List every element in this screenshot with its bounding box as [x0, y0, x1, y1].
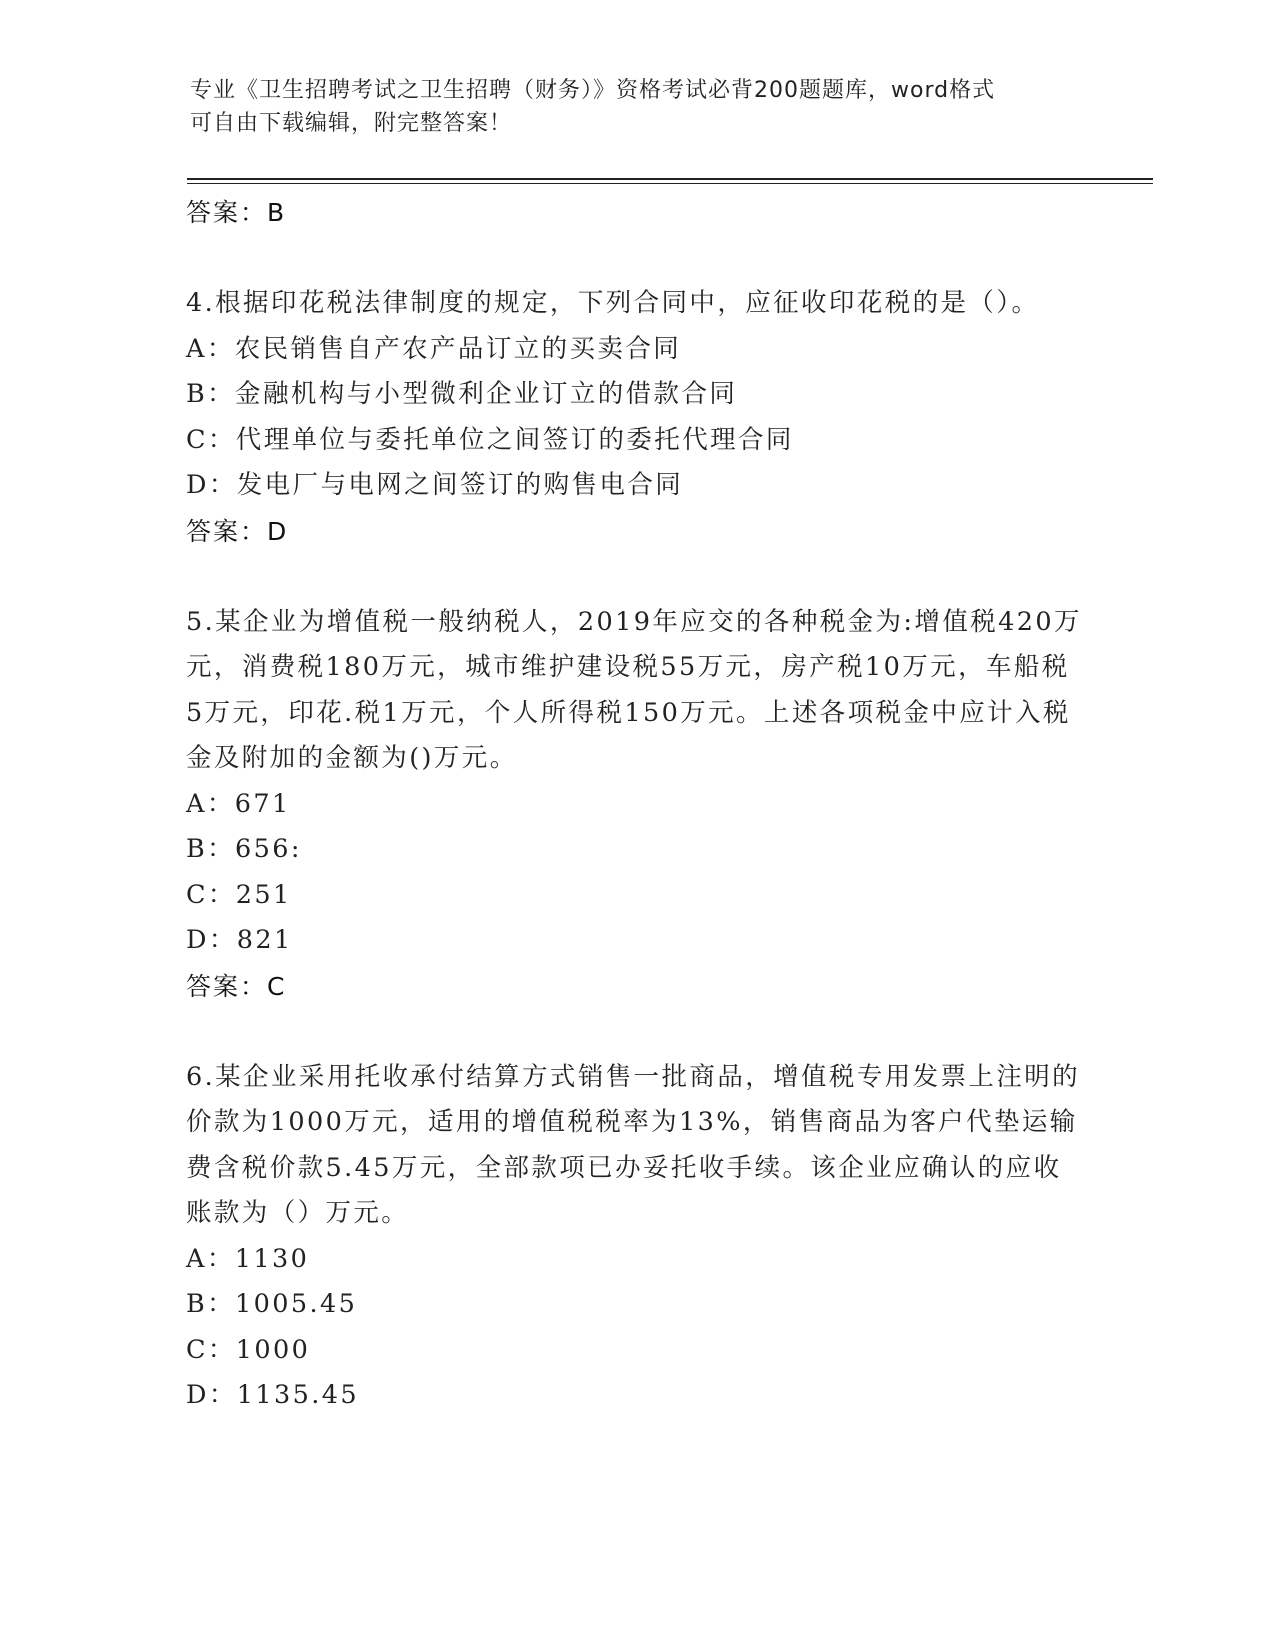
option-c: C：1000	[186, 1334, 311, 1365]
header-line-1: 专业《卫生招聘考试之卫生招聘（财务）》资格考试必背200题题库，word格式	[190, 78, 996, 103]
question-block	[186, 600, 1086, 964]
answer-q3: 答案：B	[186, 198, 287, 227]
question-block	[186, 1055, 1086, 1419]
option-a: A：671	[186, 788, 291, 819]
question-text: 5.某企业为增值税一般纳税人，2019年应交的各种税金为:增值税420万元，消费税180万元，城市维护建设税55万元，房产税10万元，车船税5万元，印花.税1万元，个人所得税150万元。上述各项税金中应计入税金及附加的金额为()万元。	[186, 606, 1082, 773]
option-c: C：代理单位与委托单位之间签订的委托代理合同	[186, 424, 794, 455]
question-text: 6.某企业采用托收承付结算方式销售一批商品，增值税专用发票上注明的价款为1000万元，适用的增值税税率为13%，销售商品为客户代垫运输费含税价款5.45万元，全部款项已办妥托收手续。该企业应确认的应收账款为（）万元。	[186, 1061, 1081, 1228]
option-b: B：金融机构与小型微利企业订立的借款合同	[186, 379, 738, 409]
header-line-2: 可自由下载编辑，附完整答案！	[190, 111, 513, 136]
answer-q4: 答案：D	[186, 516, 289, 546]
option-c: C：251	[186, 879, 292, 910]
header-divider-thin	[187, 183, 1153, 184]
option-d: D：发电厂与电网之间签订的购售电合同	[186, 470, 684, 500]
option-d: D：1135.45	[186, 1380, 359, 1410]
question-content	[186, 190, 1086, 1419]
option-a: A：农民销售自产农产品订立的买卖合同	[186, 333, 682, 364]
question-block	[186, 281, 1086, 509]
option-b: B：656:	[186, 834, 302, 864]
answer-q5: 答案：C	[186, 971, 287, 1001]
document-header	[190, 74, 1070, 140]
header-divider-thick	[187, 178, 1153, 180]
option-a: A：1130	[186, 1243, 310, 1274]
option-d: D：821	[186, 925, 293, 955]
question-text: 4.根据印花税法律制度的规定，下列合同中，应征收印花税的是（）。	[186, 288, 1040, 318]
option-b: B：1005.45	[186, 1289, 358, 1319]
